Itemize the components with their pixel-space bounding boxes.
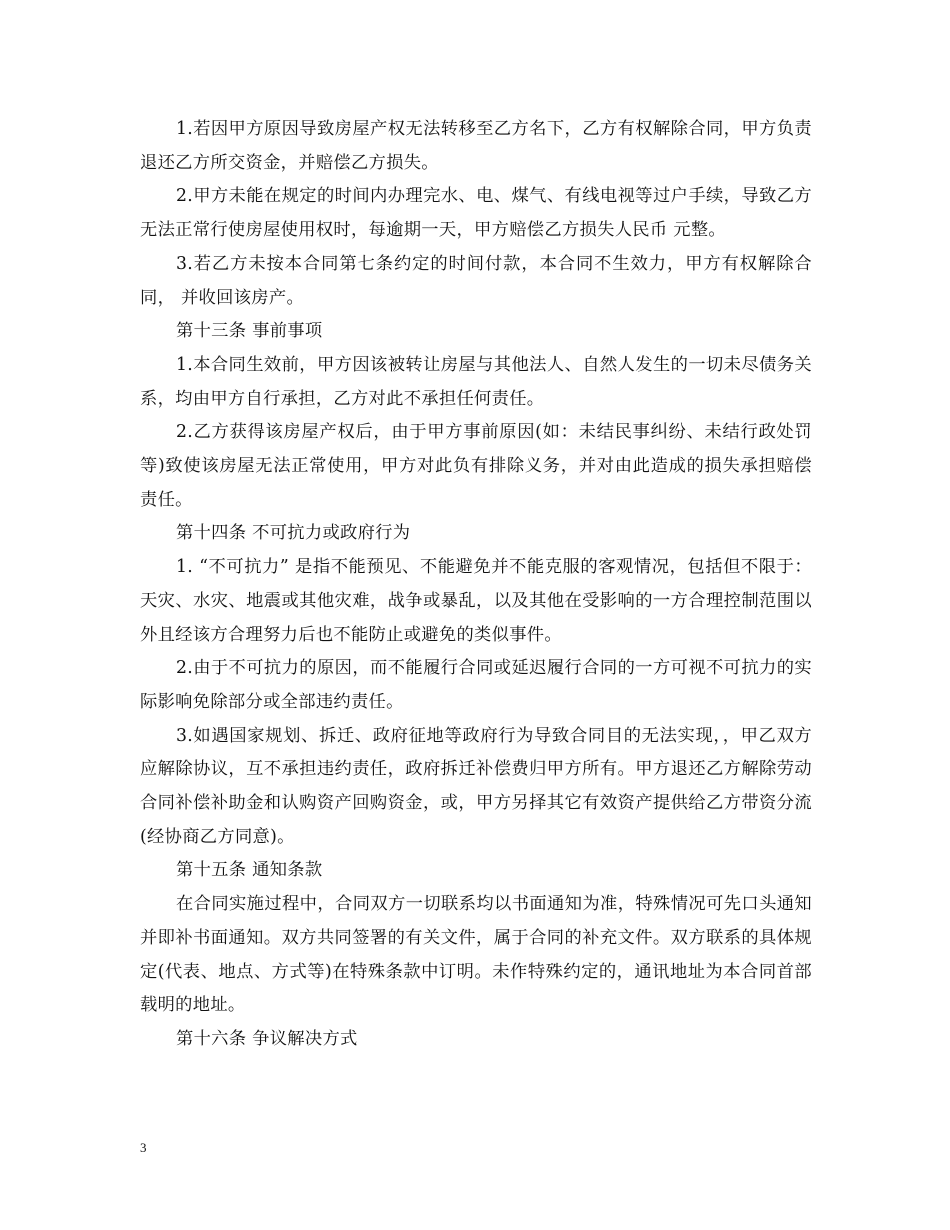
paragraph-14-1: 1. “不可抗力” 是指不能预见、不能避免并不能克服的客观情况，包括但不限于：天灾、水灾、地震或其他灾难，战争或暴乱，以及其他在受影响的一方合理控制范围以外且经该方合理努力后也不能防止或避免的类似事件。 <box>140 557 812 645</box>
article-15-heading: 第十五条 通知条款 <box>176 860 323 881</box>
document-page <box>140 113 812 1057</box>
paragraph-13b-2: 2.乙方获得该房屋产权后，由于甲方事前原因(如：未结民事纠纷、未结行政处罚等)致使该房屋无法正常使用，甲方对此负有排除义务，并对由此造成的损失承担赔偿责任。 <box>140 422 812 510</box>
paragraph-13b-1: 1.本合同生效前，甲方因该被转让房屋与其他法人、自然人发生的一切未尽债务关系，均由甲方自行承担，乙方对此不承担任何责任。 <box>140 354 812 409</box>
article-13-heading: 第十三条 事前事项 <box>176 321 323 342</box>
paragraph-15-1: 在合同实施过程中，合同双方一切联系均以书面通知为准，特殊情况可先口头通知并即补书面通知。双方共同签署的有关文件，属于合同的补充文件。双方联系的具体规定(代表、地点、方式等)在特殊条款中订明。未作特殊约定的，通讯地址为本合同首部载明的地址。 <box>140 894 812 1016</box>
paragraph-14-3: 3.如遇国家规划、拆迁、政府征地等政府行为导致合同目的无法实现，，甲乙双方应解除协议，互不承担违约责任，政府拆迁补偿费归甲方所有。甲方退还乙方解除劳动合同补偿补助金和认购资产回购资金，或，甲方另择其它有效资产提供给乙方带资分流(经协商乙方同意)。 <box>140 725 812 847</box>
page-number: 3 <box>140 1140 147 1155</box>
paragraph-13-2: 2.甲方未能在规定的时间内办理完水、电、煤气、有线电视等过户手续，导致乙方无法正常行使房屋使用权时，每逾期一天，甲方赔偿乙方损失人民币 元整。 <box>140 186 812 241</box>
paragraph-13-3: 3.若乙方未按本合同第七条约定的时间付款，本合同不生效力，甲方有权解除合同， 并收回该房产。 <box>140 253 812 308</box>
article-14-heading: 第十四条 不可抗力或政府行为 <box>176 523 411 544</box>
paragraph-14-2: 2.由于不可抗力的原因，而不能履行合同或延迟履行合同的一方可视不可抗力的实际影响免除部分或全部违约责任。 <box>140 658 812 712</box>
article-16-heading: 第十六条 争议解决方式 <box>176 1028 358 1049</box>
paragraph-13-1: 1.若因甲方原因导致房屋产权无法转移至乙方名下，乙方有权解除合同，甲方负责退还乙方所交资金，并赔偿乙方损失。 <box>140 119 812 173</box>
